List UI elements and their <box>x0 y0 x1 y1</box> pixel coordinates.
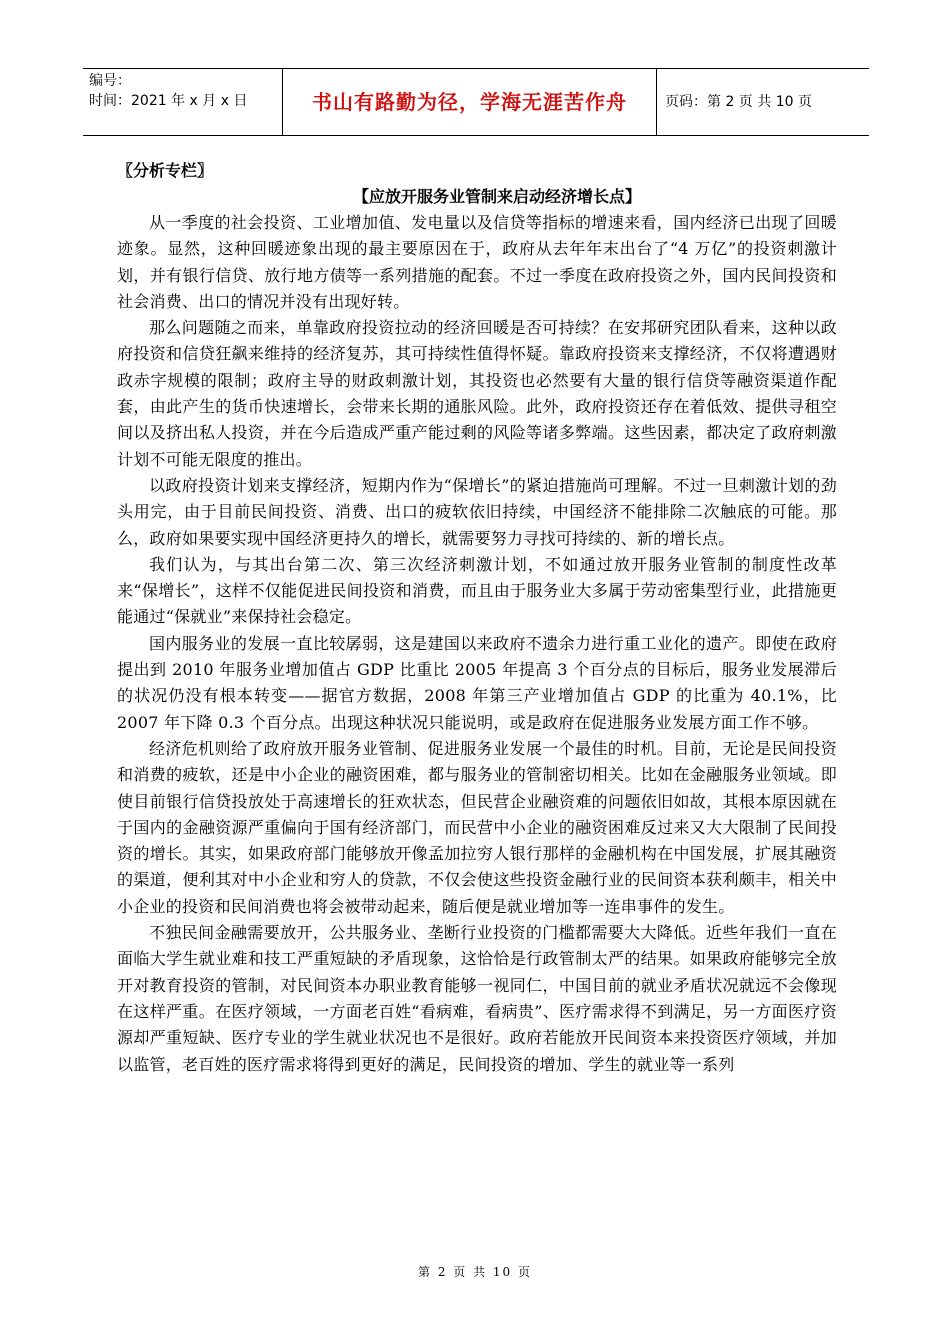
paragraph: 国内服务业的发展一直比较孱弱，这是建国以来政府不遗余力进行重工业化的遗产。即使在政府提出到 2010 年服务业增加值占 GDP 比重比 2005 年提高 3 个百分点的目标后，服务业发展滞后的状况仍没有根本转变——据官方数据，2008 年第三产业增加值占 GDP 的比重为 40.1%，比 2007 年下降 0.3 个百分点。出现这种状况只能说明，或是政府在促进服务业发展方面工作不够。 <box>117 633 837 732</box>
article-title: 【应放开服务业管制来启动经济增长点】 <box>352 187 641 206</box>
paragraph: 那么问题随之而来，单靠政府投资拉动的经济回暖是否可持续？在安邦研究团队看来，这种以政府投资和信贷狂飙来维持的经济复苏，其可持续性值得怀疑。靠政府投资来支撑经济，不仅将遭遇财政赤字规模的限制；政府主导的财政刺激计划，其投资也必然要有大量的银行信贷等融资渠道作配套，由此产生的货币快速增长，会带来长期的通胀风险。此外，政府投资还存在着低效、提供寻租空间以及挤出私人投资，并在今后造成严重产能过剩的风险等诸多弊端。这些因素，都决定了政府刺激计划不可能无限度的推出。 <box>117 318 837 469</box>
paragraph: 经济危机则给了政府放开服务业管制、促进服务业发展一个最佳的时机。目前，无论是民间投资和消费的疲软，还是中小企业的融资困难，都与服务业的管制密切相关。比如在金融服务业领域。即使目前银行信贷投放处于高速增长的狂欢状态，但民营企业融资难的问题依旧如故，其根本原因就在于国内的金融资源严重偏向于国有经济部门，而民营中小企业的融资困难反过来又大大限制了民间投资的增长。其实，如果政府部门能够放开像孟加拉穷人银行那样的金融机构在中国发展，扩展其融资的渠道，便利其对中小企业和穷人的贷款，不仅会使这些投资金融行业的民间资本获利颇丰，相关中小企业的投资和民间消费也将会被带动起来，随后便是就业增加等一连串事件的发生。 <box>117 738 837 916</box>
article-body <box>117 158 837 1078</box>
header-left-cell <box>83 69 282 135</box>
paragraph: 从一季度的社会投资、工业增加值、发电量以及信贷等指标的增速来看，国内经济已出现了回暖迹象。显然，这种回暖迹象出现的最主要原因在于，政府从去年年末出台了“4 万亿”的投资刺激计划，并有银行信贷、放行地方债等一系列措施的配套。不过一季度在政府投资之外，国内民间投资和社会消费、出口的情况并没有出现好转。 <box>117 213 837 311</box>
column-tag: 〖分析专栏〗 <box>117 161 214 180</box>
page-info: 页码：第 2 页 共 10 页 <box>665 94 812 110</box>
page-footer: 第 2 页 共 10 页 <box>418 1265 532 1279</box>
motto-text: 书山有路勤为径，学海无涯苦作舟 <box>312 90 627 114</box>
paragraph: 以政府投资计划来支撑经济，短期内作为“保增长”的紧迫措施尚可理解。不过一旦刺激计划的劲头用完，由于目前民间投资、消费、出口的疲软依旧持续，中国经济不能排除二次触底的可能。那么，政府如果要实现中国经济更持久的增长，就需要努力寻找可持续的、新的增长点。 <box>117 475 837 548</box>
serial-label: 编号： <box>89 73 131 89</box>
header-page-cell <box>657 69 869 135</box>
paragraph: 我们认为，与其出台第二次、第三次经济刺激计划，不如通过放开服务业管制的制度性改革来“保增长”，这样不仅能促进民间投资和消费，而且由于服务业大多属于劳动密集型行业，此措施更能通过“保就业”来保持社会稳定。 <box>117 554 837 627</box>
page-header <box>83 68 869 136</box>
header-motto-cell <box>282 69 657 135</box>
date-line: 时间：2021 年 x 月 x 日 <box>89 93 248 109</box>
paragraph: 不独民间金融需要放开，公共服务业、垄断行业投资的门槛都需要大大降低。近些年我们一直在面临大学生就业难和技工严重短缺的矛盾现象，这恰恰是行政管制太严的结果。如果政府能够完全放开对教育投资的管制，对民间资本办职业教育能够一视同仁，中国目前的就业矛盾状况就远不会像现在这样严重。在医疗领域，一方面老百姓“看病难，看病贵”、医疗需求得不到满足，另一方面医疗资源却严重短缺、医疗专业的学生就业状况也不是很好。政府若能放开民间资本来投资医疗领域，并加以监管，老百姓的医疗需求将得到更好的满足，民间投资的增加、学生的就业等一系列 <box>117 923 837 1074</box>
